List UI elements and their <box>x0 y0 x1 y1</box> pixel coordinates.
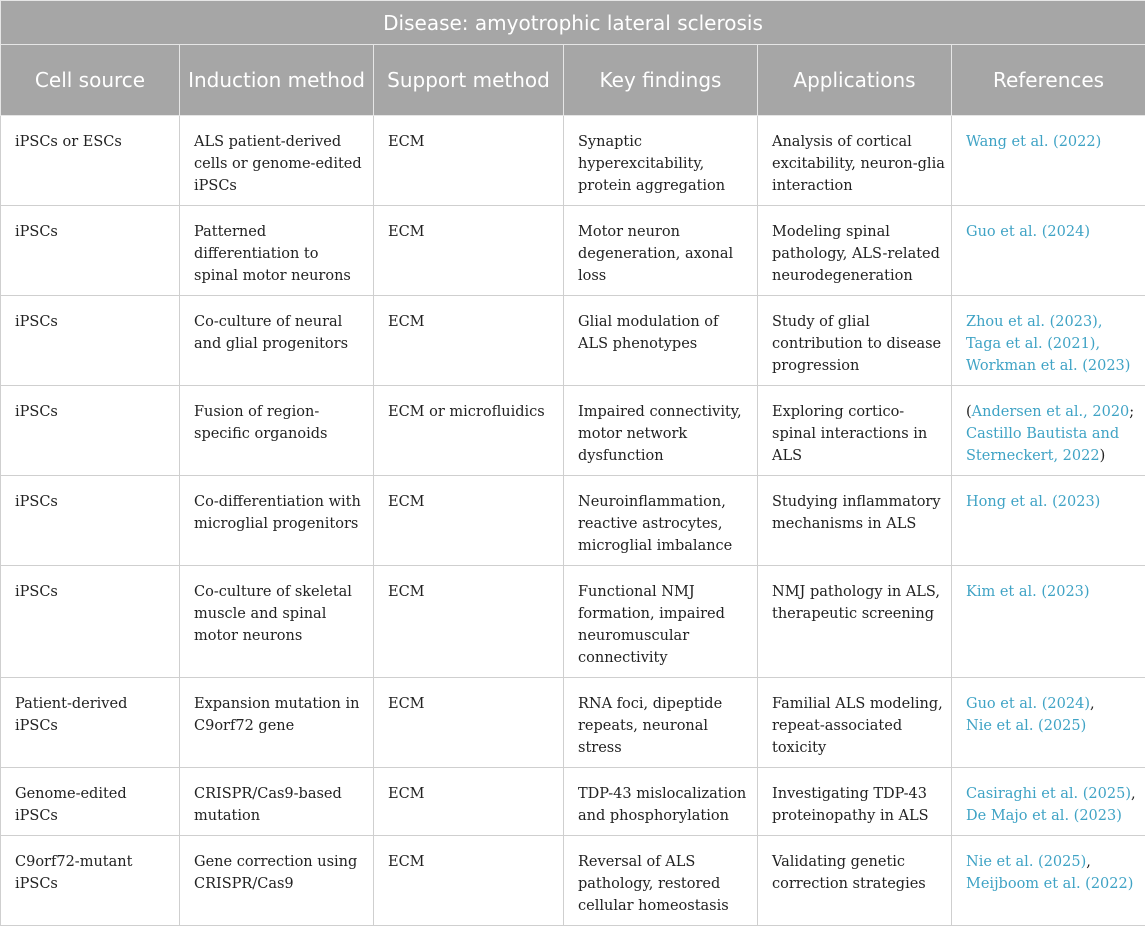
support-method: ECM <box>374 476 564 566</box>
induction-method: Patterned differentiation to spinal motor neurons <box>180 206 374 296</box>
table-row <box>1 296 1145 386</box>
key-findings: Impaired connectivity, motor network dysfunction <box>564 386 758 476</box>
key-findings: Neuroinflammation, reactive astrocytes, microglial imbalance <box>564 476 758 566</box>
cell-source: iPSCs <box>1 566 180 678</box>
references <box>952 296 1145 386</box>
reference-link[interactable]: Kim et al. (2023) <box>966 584 1090 600</box>
reference-link[interactable]: Nie et al. (2025) <box>966 718 1086 734</box>
reference-link[interactable]: Guo et al. (2024) <box>966 224 1090 240</box>
reference-link[interactable]: Workman et al. (2023) <box>966 358 1130 374</box>
reference-link[interactable]: Meijboom et al. (2022) <box>966 876 1133 892</box>
applications: Analysis of cortical excitability, neuron-glia interaction <box>758 116 952 206</box>
support-method: ECM <box>374 566 564 678</box>
table-title: Disease: amyotrophic lateral sclerosis <box>1 1 1145 45</box>
support-method: ECM or microfluidics <box>374 386 564 476</box>
reference-link[interactable]: Zhou et al. (2023), <box>966 314 1102 330</box>
key-findings: Synaptic hyperexcitability, protein aggregation <box>564 116 758 206</box>
support-method: ECM <box>374 678 564 768</box>
ref-separator: ; <box>1129 404 1134 420</box>
support-method: ECM <box>374 836 564 926</box>
reference-link[interactable]: Casiraghi et al. (2025) <box>966 786 1131 802</box>
table-row <box>1 116 1145 206</box>
applications: NMJ pathology in ALS, therapeutic screening <box>758 566 952 678</box>
table-row <box>1 386 1145 476</box>
table-row <box>1 476 1145 566</box>
support-method: ECM <box>374 768 564 836</box>
applications: Study of glial contribution to disease progression <box>758 296 952 386</box>
references <box>952 386 1145 476</box>
references <box>952 768 1145 836</box>
paren-close: ) <box>1100 448 1106 464</box>
support-method: ECM <box>374 116 564 206</box>
cell-source: C9orf72-mutant iPSCs <box>1 836 180 926</box>
reference-link[interactable]: Castillo Bautista and Sterneckert, 2022 <box>966 426 1119 464</box>
key-findings: RNA foci, dipeptide repeats, neuronal stress <box>564 678 758 768</box>
reference-link[interactable]: Taga et al. (2021), <box>966 336 1100 352</box>
induction-method: ALS patient-derived cells or genome-edited iPSCs <box>180 116 374 206</box>
applications: Familial ALS modeling, repeat-associated toxicity <box>758 678 952 768</box>
induction-method: Co-culture of neural and glial progenitors <box>180 296 374 386</box>
cell-source: iPSCs <box>1 386 180 476</box>
references <box>952 678 1145 768</box>
key-findings: Glial modulation of ALS phenotypes <box>564 296 758 386</box>
applications: Investigating TDP-43 proteinopathy in ALS <box>758 768 952 836</box>
reference-link[interactable]: Guo et al. (2024) <box>966 696 1090 712</box>
header-induction-method: Induction method <box>180 45 374 116</box>
induction-method: Expansion mutation in C9orf72 gene <box>180 678 374 768</box>
header-support-method: Support method <box>374 45 564 116</box>
cell-source: iPSCs <box>1 476 180 566</box>
cell-source: iPSCs <box>1 206 180 296</box>
reference-link[interactable]: De Majo et al. (2023) <box>966 808 1122 824</box>
applications: Studying inflammatory mechanisms in ALS <box>758 476 952 566</box>
key-findings: Reversal of ALS pathology, restored cellular homeostasis <box>564 836 758 926</box>
table-row <box>1 768 1145 836</box>
header-applications: Applications <box>758 45 952 116</box>
references <box>952 476 1145 566</box>
induction-method: Fusion of region-specific organoids <box>180 386 374 476</box>
key-findings: Functional NMJ formation, impaired neuromuscular connectivity <box>564 566 758 678</box>
references <box>952 206 1145 296</box>
ref-separator: , <box>1090 696 1095 712</box>
key-findings: Motor neuron degeneration, axonal loss <box>564 206 758 296</box>
references <box>952 116 1145 206</box>
ref-separator: , <box>1086 854 1091 870</box>
support-method: ECM <box>374 296 564 386</box>
reference-link[interactable]: Wang et al. (2022) <box>966 134 1101 150</box>
induction-method: Co-culture of skeletal muscle and spinal motor neurons <box>180 566 374 678</box>
header-key-findings: Key findings <box>564 45 758 116</box>
cell-source: iPSCs or ESCs <box>1 116 180 206</box>
induction-method: Co-differentiation with microglial progenitors <box>180 476 374 566</box>
paren-open: ( <box>966 404 972 420</box>
table-row <box>1 206 1145 296</box>
induction-method: Gene correction using CRISPR/Cas9 <box>180 836 374 926</box>
header-references: References <box>952 45 1145 116</box>
applications: Modeling spinal pathology, ALS-related neurodegeneration <box>758 206 952 296</box>
header-cell-source: Cell source <box>1 45 180 116</box>
reference-link[interactable]: Hong et al. (2023) <box>966 494 1100 510</box>
support-method: ECM <box>374 206 564 296</box>
cell-source: Patient-derived iPSCs <box>1 678 180 768</box>
table-row <box>1 678 1145 768</box>
table-row <box>1 566 1145 678</box>
applications: Validating genetic correction strategies <box>758 836 952 926</box>
references <box>952 566 1145 678</box>
reference-link[interactable]: Andersen et al., 2020 <box>972 404 1130 420</box>
induction-method: CRISPR/Cas9-based mutation <box>180 768 374 836</box>
table-row <box>1 836 1145 926</box>
applications: Exploring cortico-spinal interactions in ALS <box>758 386 952 476</box>
ref-separator: , <box>1131 786 1136 802</box>
key-findings: TDP-43 mislocalization and phosphorylation <box>564 768 758 836</box>
references <box>952 836 1145 926</box>
cell-source: Genome-edited iPSCs <box>1 768 180 836</box>
cell-source: iPSCs <box>1 296 180 386</box>
reference-link[interactable]: Nie et al. (2025) <box>966 854 1086 870</box>
